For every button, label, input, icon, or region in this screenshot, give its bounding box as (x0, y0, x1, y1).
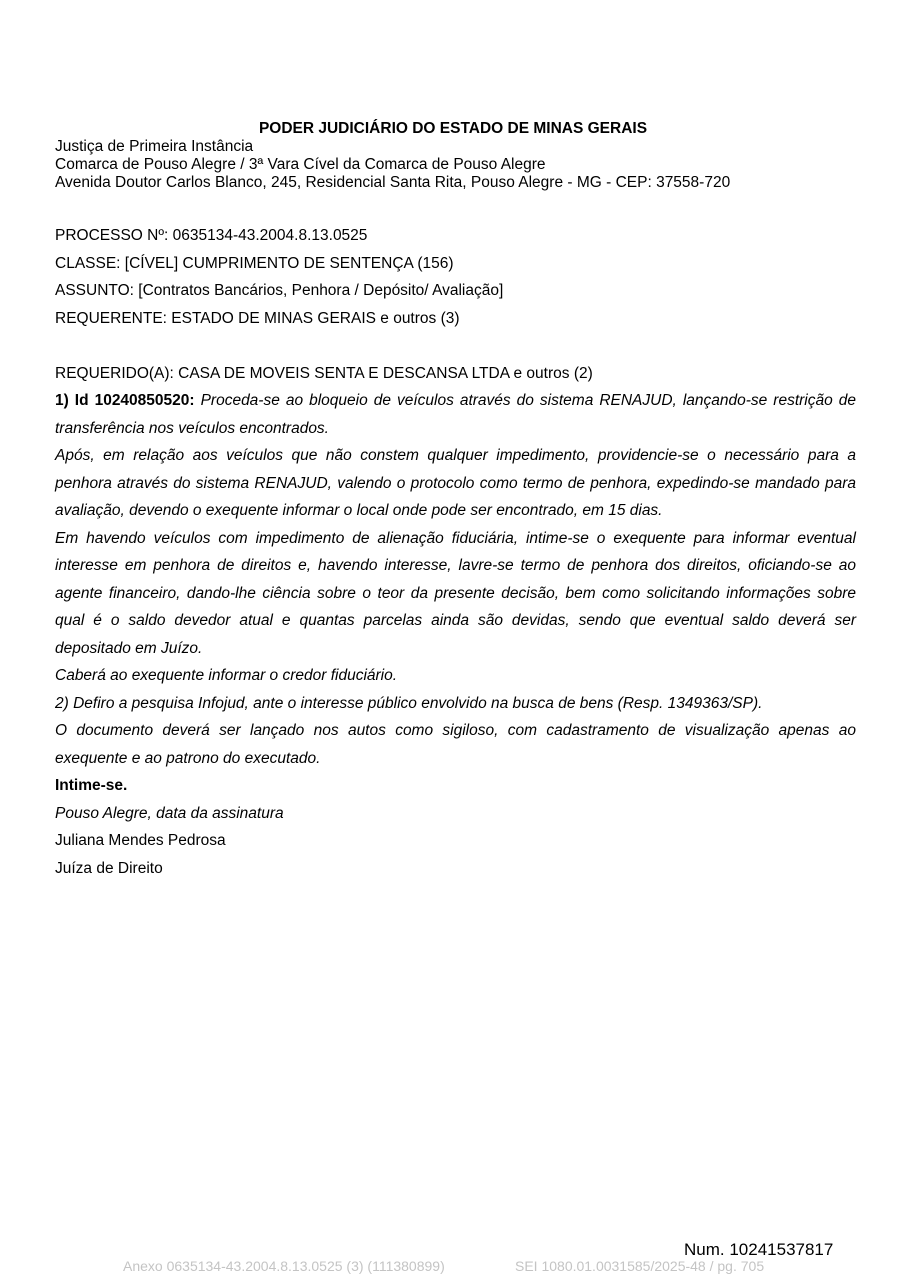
judge-title: Juíza de Direito (55, 859, 163, 877)
case-defendant: REQUERIDO(A): CASA DE MOVEIS SENTA E DESCANSA LTDA e outros (2) (55, 365, 593, 382)
item-1-text: Proceda-se ao bloqueio de veículos através do sistema RENAJUD, lançando-se restrição de transferência nos veículos encontrados. (55, 392, 856, 437)
document-number: Num. 10241537817 (684, 1240, 834, 1259)
court-instance: Justiça de Primeira Instância (55, 138, 254, 155)
court-address: Avenida Doutor Carlos Blanco, 245, Residencial Santa Rita, Pouso Alegre - MG - CEP: 37558-720 (55, 174, 731, 191)
footer-sei-page: SEI 1080.01.0031585/2025-48 / pg. 705 (515, 1258, 765, 1274)
decision-paragraph-3: Em havendo veículos com impedimento de alienação fiduciária, intime-se o exequente para informar eventual interesse em penhora de direitos e, havendo interesse, lavre-se termo de penhora dos direitos, oficiando-se ao agente financeiro, dando-lhe ciência sobre o teor da presente decisão, bem como solicitando informações sobre qual é o saldo devedor atual e quantas parcelas ainda são devidas, sendo que eventual saldo deverá ser depositado em Juízo. (55, 529, 856, 657)
court-title: PODER JUDICIÁRIO DO ESTADO DE MINAS GERAIS (258, 120, 648, 137)
court-district: Comarca de Pouso Alegre / 3ª Vara Cível da Comarca de Pouso Alegre (55, 156, 546, 173)
decision-paragraph-4: Caberá ao exequente informar o credor fiduciário. (55, 667, 398, 684)
case-class: CLASSE: [CÍVEL] CUMPRIMENTO DE SENTENÇA (156) (55, 255, 454, 272)
footer-annex: Anexo 0635134-43.2004.8.13.0525 (3) (111380899) (123, 1258, 445, 1274)
decision-body (55, 387, 856, 882)
judge-name: Juliana Mendes Pedrosa (55, 832, 226, 849)
case-plaintiff: REQUERENTE: ESTADO DE MINAS GERAIS e outros (3) (55, 310, 460, 327)
decision-paragraph-2: Após, em relação aos veículos que não constem qualquer impedimento, providencie-se o necessário para a penhora através do sistema RENAJUD, valendo o protocolo como termo de penhora, expedindo-se mandado para avaliação, devendo o exequente informar o local onde pode ser encontrado, em 15 dias. (55, 447, 856, 519)
decision-item-1 (55, 387, 856, 442)
process-number: PROCESSO Nº: 0635134-43.2004.8.13.0525 (55, 227, 368, 244)
place-date: Pouso Alegre, data da assinatura (55, 804, 284, 822)
decision-paragraph-6: O documento deverá ser lançado nos autos como sigiloso, com cadastramento de visualização apenas ao exequente e ao patrono do executado. (55, 722, 856, 767)
item-1-label: 1) Id 10240850520: (55, 392, 195, 409)
decision-paragraph-5: 2) Defiro a pesquisa Infojud, ante o interesse público envolvido na busca de bens (Resp. 1349363/SP). (55, 694, 763, 712)
case-subject: ASSUNTO: [Contratos Bancários, Penhora / Depósito/ Avaliação] (55, 282, 504, 299)
intime-se: Intime-se. (55, 777, 128, 794)
